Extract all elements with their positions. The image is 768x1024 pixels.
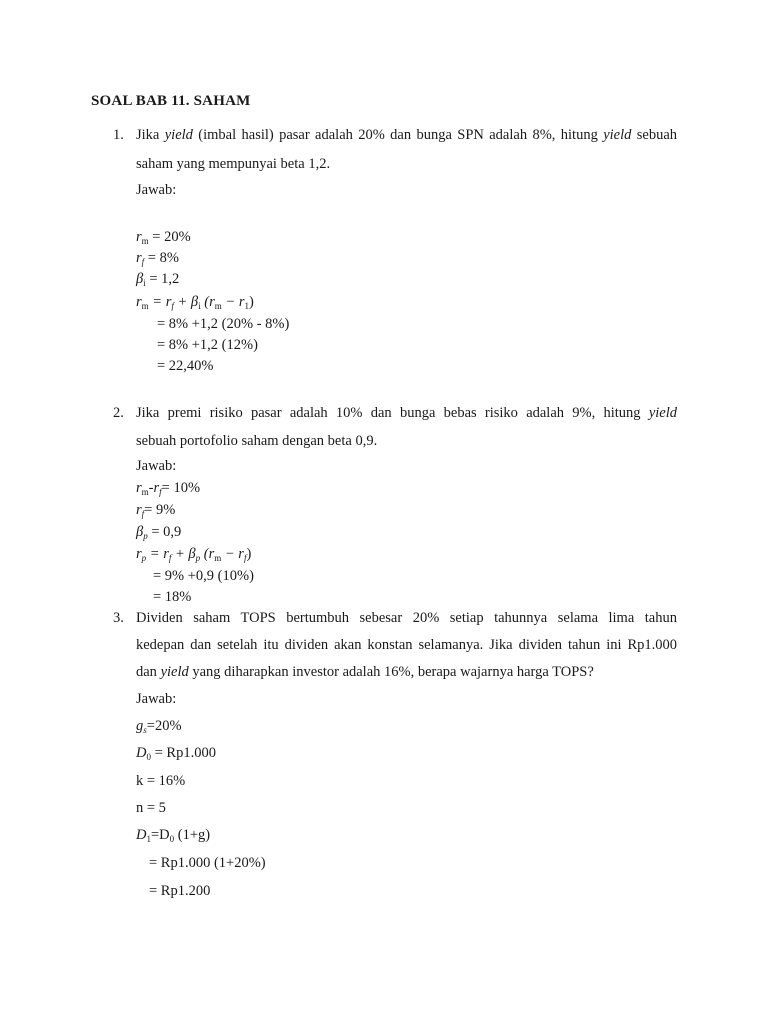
q1-rm: $r_m = 20\%$ [136, 229, 191, 246]
q2-number: 2. [113, 405, 124, 421]
q3-question-line3: dan yield yang diharapkan investor adalah 16%, berapa wajarnya harga TOPS? [136, 664, 594, 680]
q1-number: 1. [113, 127, 124, 143]
q3-step1: = Rp1.000 (1+20%) [149, 855, 266, 871]
q3-number: 3. [113, 610, 124, 626]
q3-d0: $D_0 = Rp1.000$ [136, 745, 216, 762]
q1-answer-label: Jawab: [136, 182, 177, 198]
q3-question-line2: kedepan dan setelah itu dividen akan konstan selamanya. Jika dividen tahun ini Rp1.000 [136, 637, 677, 653]
q2-rf: $r_f= 9\%$ [136, 502, 176, 519]
q3-d1-formula: $D_1=D_0$ (1+g) [136, 827, 211, 844]
q2-formula: $r_p = r_f + \beta_p$ $(r_m - r_f)$ [136, 546, 252, 563]
q1-question-line2: saham yang mempunyai beta 1,2. [136, 156, 331, 172]
page-title: SOAL BAB 11. SAHAM [91, 93, 251, 109]
q3-n: n = 5 [136, 800, 166, 816]
q1-step1: = 8% +1,2 (20% - 8%) [157, 316, 290, 332]
q2-question-line2: sebuah portofolio saham dengan beta 0,9. [136, 433, 378, 449]
q3-step2: = Rp1.200 [149, 883, 211, 899]
q1-beta: $\beta_i = 1,2$ [136, 271, 180, 288]
q1-rf: $r_f = 8\%$ [136, 250, 179, 267]
q2-step1: = 9% +0,9 (10%) [153, 568, 254, 584]
q1-step3: = 22,40% [157, 358, 214, 374]
q2-answer-label: Jawab: [136, 458, 177, 474]
q1-step2: = 8% +1,2 (12%) [157, 337, 258, 353]
q3-growth: $g_s=20\%$ [136, 718, 182, 735]
q2-step2: = 18% [153, 589, 192, 605]
q3-question-line1: Dividen saham TOPS bertumbuh sebesar 20% setiap tahunnya selama lima tahun [136, 610, 677, 626]
q2-beta: $\beta_p = 0,9$ [136, 524, 182, 541]
q2-question-line1: Jika premi risiko pasar adalah 10% dan bunga bebas risiko adalah 9%, hitung yield [136, 405, 677, 421]
q2-risk-premium: $r_m-r_f= 10\%$ [136, 480, 201, 497]
q3-k: k = 16% [136, 773, 186, 789]
q1-question-line1: Jika yield (imbal hasil) pasar adalah 20% dan bunga SPN adalah 8%, hitung yield sebuah [136, 127, 678, 143]
q3-answer-label: Jawab: [136, 691, 177, 707]
q1-formula: $r_m = r_f + \beta_i$ $(r_m - r_1)$ [136, 294, 254, 311]
